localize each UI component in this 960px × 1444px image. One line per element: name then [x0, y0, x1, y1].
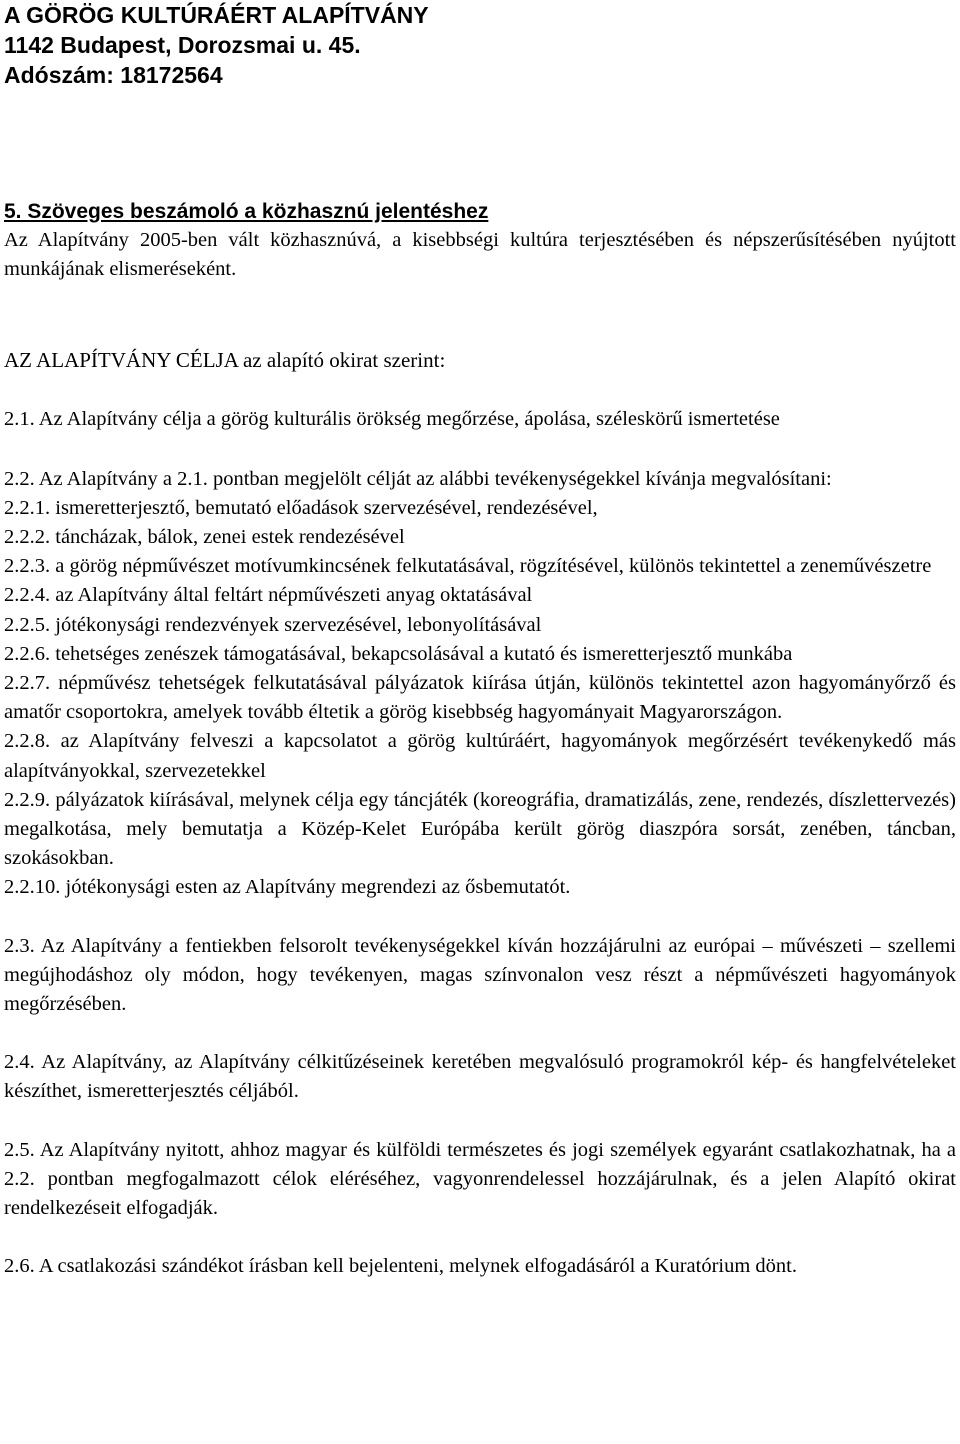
org-tax-id: Adószám: 18172564: [4, 62, 223, 88]
activity-item: 2.2.10. jótékonysági esten az Alapítvány megrendezi az ősbemutatót.: [4, 876, 571, 899]
activity-item: 2.2.6. tehetséges zenészek támogatásával, bekapcsolásával a kutató és ismeretterjesztő munkába: [4, 642, 793, 665]
report-intro: Az Alapítvány 2005-ben vált közhasznúvá, a kisebbségi kultúra terjesztésében és népszerűsítésében nyújtott munkájának elismeréseként.: [4, 229, 956, 281]
paragraph-2-6: 2.6. A csatlakozási szándékot írásban kell bejelenteni, melynek elfogadásáról a Kuratórium dönt.: [4, 1255, 797, 1278]
document-page: [4, 0, 956, 1281]
activity-item: 2.2.9. pályázatok kiírásával, melynek célja egy táncjáték (koreográfia, dramatizálás, zene, rendezés, díszlettervezés) megalkotása, mely bemutatja a Közép-Kelet Európába került görög diaszpóra sorsát, zenében, táncban, szokásokban.: [4, 788, 956, 870]
paragraph-2-4: 2.4. Az Alapítvány, az Alapítvány célkitűzéseinek keretében megvalósuló programokról kép- és hangfelvételeket készíthet, ismeretterjesztés céljából.: [4, 1051, 956, 1103]
paragraph-2-2: 2.2. Az Alapítvány a 2.1. pontban megjelölt célját az alábbi tevékenységekkel kívánja megvalósítani:: [4, 467, 832, 490]
activity-item: 2.2.1. ismeretterjesztő, bemutató előadások szervezésével, rendezésével,: [4, 496, 598, 519]
report-title: 5. Szöveges beszámoló a közhasznú jelentéshez: [4, 200, 489, 223]
activity-item: 2.2.2. táncházak, bálok, zenei estek rendezésével: [4, 526, 405, 549]
org-address: 1142 Budapest, Dorozsmai u. 45.: [4, 32, 361, 58]
purpose-heading: AZ ALAPÍTVÁNY CÉLJA az alapító okirat szerint:: [4, 348, 446, 373]
paragraph-2-3: 2.3. Az Alapítvány a fentiekben felsorolt tevékenységekkel kíván hozzájárulni az európai – művészeti – szellemi megújhodáshoz oly módon, hogy tevékenyen, magas színvonalon vesz részt a népművészeti hagyományok megőrzésében.: [4, 934, 956, 1016]
activity-item: 2.2.8. az Alapítvány felveszi a kapcsolatot a görög kultúráért, hagyományok megőrzésért tevékenykedő más alapítványokkal, szervezetekkel: [4, 730, 956, 782]
paragraph-2-1: 2.1. Az Alapítvány célja a görög kulturális örökség megőrzése, ápolása, széleskörű ismertetése: [4, 408, 780, 431]
activity-item: 2.2.5. jótékonysági rendezvények szervezésével, lebonyolításával: [4, 613, 542, 636]
paragraph-2-5: 2.5. Az Alapítvány nyitott, ahhoz magyar és külföldi természetes és jogi személyek egyaránt csatlakozhatnak, ha a 2.2. pontban megfogalmazott célok eléréséhez, vagyonrendelessel hozzájárulnak, és a jelen Alapító okirat rendelkezéseit elfogadják.: [4, 1138, 956, 1220]
activity-item: 2.2.4. az Alapítvány által feltárt népművészeti anyag oktatásával: [4, 584, 533, 607]
activity-item: 2.2.3. a görög népművészet motívumkincsének felkutatásával, rögzítésével, különös tekintettel a zeneművészetre: [4, 555, 932, 578]
org-name: A GÖRÖG KULTÚRÁÉRT ALAPÍTVÁNY: [4, 2, 429, 28]
activity-item: 2.2.7. népművész tehetségek felkutatásával pályázatok kiírása útján, különös tekintettel azon hagyományőrző és amatőr csoportokra, amelyek tovább éltetik a görög kisebbség hagyományait Magyarországon.: [4, 672, 956, 724]
